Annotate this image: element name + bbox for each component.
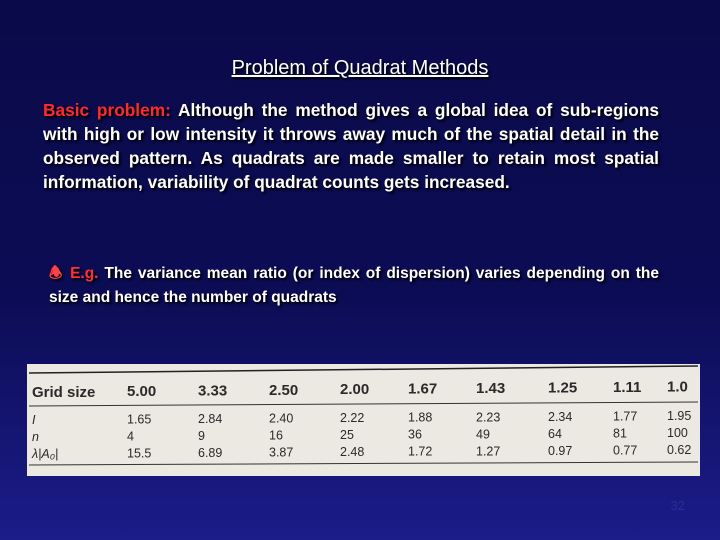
table-cell: 36 bbox=[408, 427, 422, 442]
table-cell: 0.97 bbox=[548, 443, 573, 458]
table-cell: n bbox=[32, 429, 39, 444]
table-cell: 100 bbox=[667, 426, 688, 441]
example-paragraph bbox=[49, 262, 659, 310]
table-cell: λ|A₀| bbox=[32, 446, 59, 461]
table-cell: I bbox=[32, 412, 36, 427]
bell-bullet-icon: 🕭 bbox=[49, 265, 65, 282]
table-cell: 2.40 bbox=[269, 411, 294, 426]
body-paragraph-text: Although the method gives a global idea of sub-regions with high or low intensity it throws away much of the spatial detail in the observed pattern. As quadrats are made smaller to retain most spatial information, variability of quadrat counts gets increased. bbox=[43, 100, 659, 192]
basic-problem-label: Basic problem: bbox=[43, 100, 171, 120]
table-header-cell: 5.00 bbox=[127, 383, 157, 401]
table-cell: 2.34 bbox=[548, 409, 573, 424]
table-cell: 81 bbox=[613, 426, 627, 441]
table-cell: 0.77 bbox=[613, 443, 638, 458]
table-cell: 3.87 bbox=[269, 445, 294, 460]
table-cell: 1.72 bbox=[408, 444, 433, 459]
body-paragraph bbox=[43, 98, 659, 194]
table-cell: 1.77 bbox=[613, 409, 638, 424]
table-cell: 16 bbox=[269, 428, 283, 443]
quadrat-table-image bbox=[27, 364, 700, 476]
table-cell: 2.22 bbox=[340, 411, 365, 426]
table-header-cell: 1.11 bbox=[613, 378, 642, 396]
table-cell: 4 bbox=[127, 429, 134, 444]
table-cell: 6.89 bbox=[198, 445, 223, 460]
page-number: 32 bbox=[670, 498, 685, 513]
table-cell: 9 bbox=[198, 428, 205, 443]
example-label: E.g. bbox=[70, 265, 99, 282]
table-cell: 49 bbox=[476, 427, 490, 442]
table-cell: 1.27 bbox=[476, 444, 501, 459]
table-header-cell: 1.67 bbox=[408, 380, 438, 398]
table-cell: 25 bbox=[340, 428, 354, 443]
table-cell: 2.48 bbox=[340, 445, 365, 460]
table-cell: 2.23 bbox=[476, 410, 501, 425]
table-cell: 2.84 bbox=[198, 411, 223, 426]
table-cell: 1.95 bbox=[667, 409, 692, 424]
table-cell: 15.5 bbox=[127, 446, 152, 461]
table-header-cell: 1.25 bbox=[548, 379, 578, 397]
table-header-cell: 1.43 bbox=[476, 379, 506, 397]
table-header-cell: 3.33 bbox=[198, 382, 228, 400]
table-header-cell: 2.50 bbox=[269, 381, 299, 399]
table-header-cell: 1.0 bbox=[667, 378, 688, 396]
table-cell: 0.62 bbox=[667, 443, 692, 458]
table-header-cell: Grid size bbox=[32, 383, 96, 401]
table-header-cell: 2.00 bbox=[340, 381, 370, 399]
table-cell: 1.65 bbox=[127, 412, 152, 427]
table-cell: 1.88 bbox=[408, 410, 433, 425]
table-cell: 64 bbox=[548, 426, 562, 441]
example-text: The variance mean ratio (or index of dispersion) varies depending on the size and hence the number of quadrats bbox=[49, 265, 659, 306]
slide-title: Problem of Quadrat Methods bbox=[231, 57, 489, 79]
